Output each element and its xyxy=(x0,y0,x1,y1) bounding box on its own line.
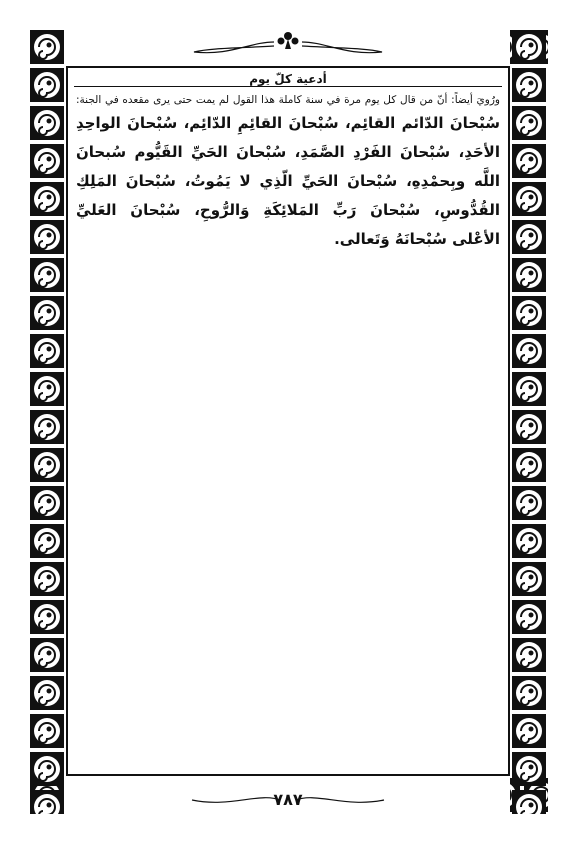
scroll-ornament-icon xyxy=(30,676,64,710)
scroll-ornament-icon xyxy=(512,486,546,520)
scroll-ornament-icon xyxy=(512,182,546,216)
fleur-crest-icon xyxy=(275,30,301,50)
scroll-ornament-icon xyxy=(512,334,546,368)
scroll-ornament-icon xyxy=(512,106,546,140)
scroll-ornament-icon xyxy=(30,30,64,64)
scroll-ornament-icon xyxy=(512,448,546,482)
scroll-ornament-icon xyxy=(30,182,64,216)
scroll-ornament-icon xyxy=(512,524,546,558)
scroll-ornament-icon xyxy=(30,524,64,558)
scroll-ornament-icon xyxy=(30,334,64,368)
scroll-ornament-icon xyxy=(30,372,64,406)
scroll-ornament-icon xyxy=(30,220,64,254)
header-flourish-left-icon xyxy=(190,38,274,58)
body-text xyxy=(76,88,500,254)
scroll-ornament-icon xyxy=(30,600,64,634)
header-flourish-right-icon xyxy=(302,38,386,58)
scroll-ornament-icon xyxy=(30,638,64,672)
scroll-ornament-icon xyxy=(30,562,64,596)
scroll-ornament-icon xyxy=(512,638,546,672)
scroll-ornament-icon xyxy=(512,144,546,178)
scroll-ornament-icon xyxy=(30,106,64,140)
right-ornamental-border xyxy=(510,28,548,814)
scroll-ornament-icon xyxy=(512,220,546,254)
scroll-ornament-icon xyxy=(30,714,64,748)
scroll-ornament-icon xyxy=(512,30,546,64)
scroll-ornament-icon xyxy=(30,258,64,292)
scroll-ornament-icon xyxy=(512,372,546,406)
running-title: أدعية كلّ يوم xyxy=(249,72,327,86)
scroll-ornament-icon xyxy=(30,296,64,330)
title-rule xyxy=(74,86,502,87)
scroll-ornament-icon xyxy=(512,714,546,748)
scroll-ornament-icon xyxy=(512,600,546,634)
scroll-ornament-icon xyxy=(512,562,546,596)
scroll-ornament-icon xyxy=(30,144,64,178)
intro-text: ورُويَ أيضاً: أنّ من قال كل يوم مرة في سنة كاملة هذا القول لم يمت حتى يرى مقعده في الجنة: xyxy=(76,94,500,106)
scroll-ornament-icon xyxy=(30,752,64,786)
scroll-ornament-icon xyxy=(512,296,546,330)
scroll-ornament-icon xyxy=(512,676,546,710)
left-ornamental-border xyxy=(28,28,66,814)
scroll-ornament-icon xyxy=(512,258,546,292)
scroll-ornament-icon xyxy=(30,486,64,520)
scroll-ornament-icon xyxy=(512,752,546,786)
page-number: ٧٨٧ xyxy=(273,790,303,809)
scroll-ornament-icon xyxy=(30,410,64,444)
tasbih-text: سُبْحانَ الدّائم القائِم، سُبْحانَ القائِمِ الدّائِم، سُبْحانَ الواحِدِ الأحَدِ، سُبْحانَ الفَرْدِ الصَّمَدِ، سُبْحانَ الحَيِّ القَيُّوم سُبحانَ اللَّه وبِحمْدِهِ، سُبْحانَ الحَيِّ الّذِي لا يَمُوتُ، سُبْحانَ المَلِكِ القُدُّوسِ، سُبْحانَ رَبِّ المَلائِكَةِ وَالرُّوحِ، سُبْحانَ العَليِّ الأعْلى سُبْحانَهُ وَتَعالى. xyxy=(76,114,500,248)
scroll-ornament-icon xyxy=(30,448,64,482)
scroll-ornament-icon xyxy=(512,410,546,444)
